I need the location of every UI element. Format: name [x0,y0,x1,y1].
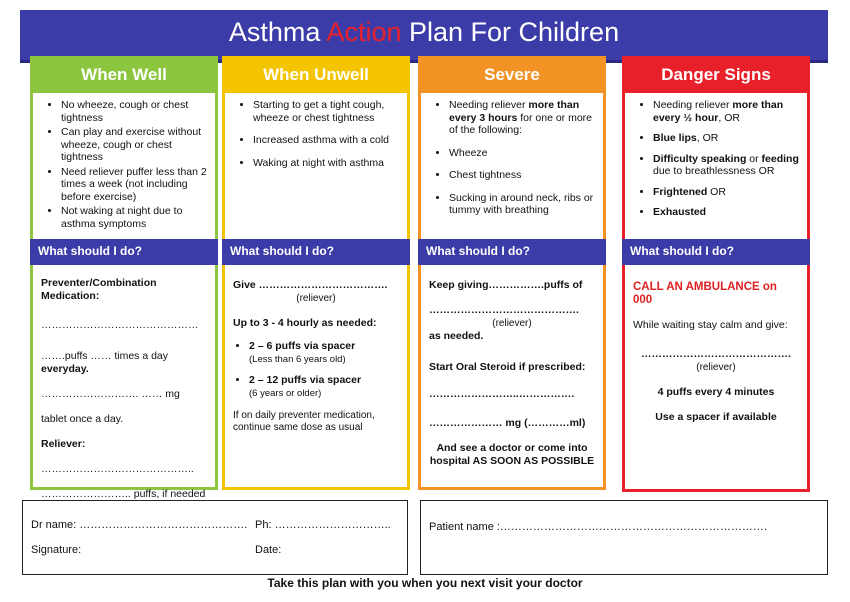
danger-actions [625,281,807,424]
reliever-label: (reliever) [492,318,532,329]
dose-list [233,340,399,400]
symptom-list [625,99,807,219]
dose-under-6-note: (Less than 6 years old) [249,354,346,365]
title-accent: Action [326,17,402,47]
symptom-item: • Sucking in around neck, ribs or tummy with breathing [449,192,599,217]
column-heading: Danger Signs [625,59,807,93]
spacer-line: Use a spacer if available [655,411,777,423]
symptom-item: • Increased asthma with a cold [253,134,403,147]
well-actions [33,277,215,501]
column-heading: When Well [33,59,215,93]
unwell-actions [225,279,407,434]
column-when-unwell [222,56,410,490]
hourly-line: Up to 3 - 4 hourly as needed: [233,317,377,329]
dose-under-6: 2 – 6 puffs via spacer [249,340,356,352]
everyday-text: everyday. [41,363,89,375]
puffs-line: …….puffs …… times a day [41,350,169,362]
dr-name-field[interactable]: Dr name: ………………………………………. [31,519,248,531]
dose-over-6: 2 – 12 puffs via spacer [249,374,362,386]
what-should-header: What should I do? [418,239,606,265]
patient-details-box [420,500,828,575]
signature-field[interactable]: Signature: [31,544,82,556]
column-heading: Severe [421,59,603,93]
see-doctor-text: And see a doctor or come into hospital AS SOON AS POSSIBLE [429,442,595,467]
med-heading: Preventer/Combination Medication: [41,277,157,302]
symptom-item: • Wheeze [449,147,599,160]
severe-actions [421,279,603,468]
blank-line: ……………………………………. [641,348,791,360]
keep-giving-line: Keep giving…………….puffs of [429,279,583,291]
title-text-pre: Asthma [228,17,327,47]
symptom-item: • Need reliever puffer less than 2 times a week (not including before exercise) [61,166,211,204]
give-line: Give ………………………………. [233,279,388,291]
preventer-note: If on daily preventer medication, continue same dose as usual [233,410,375,433]
symptom-item: • Blue lips, OR [653,132,803,145]
doctor-details-box [22,500,408,575]
symptom-item: • No wheeze, cough or chest tightness [61,99,211,124]
what-should-header: What should I do? [30,239,218,265]
tablet-line: tablet once a day. [41,413,124,425]
symptom-list [33,99,215,230]
symptom-list [421,99,603,217]
footer-note: Take this plan with you when you next visit your doctor [267,576,583,590]
symptom-item: • Exhausted [653,206,803,219]
symptom-item: • Needing reliever more than every 3 hours for one or more of the following: [449,99,599,137]
blank-line: ……………………..……………. [429,388,575,400]
symptom-item: • Starting to get a tight cough, wheeze or chest tightness [253,99,403,124]
symptom-item: • Difficulty speaking or feeding due to breathlessness OR [653,153,803,178]
blank-line: ……………………………………… [41,319,199,331]
column-danger-signs [622,56,810,492]
symptom-item: • Not waking at night due to asthma symptoms [61,205,211,230]
what-should-header: What should I do? [222,239,410,265]
symptom-list [225,99,407,169]
mg-line: ………………… mg (…………ml) [429,417,586,429]
steroid-line: Start Oral Steroid if prescribed: [429,361,586,373]
symptom-item: • Needing reliever more than every ½ hour, OR [653,99,803,124]
column-heading: When Unwell [225,59,407,93]
symptom-item: • Frightened OR [653,186,803,199]
page-title [20,10,828,60]
reliever-heading: Reliever: [41,438,86,450]
blank-line: …………………………………….. [41,463,194,475]
title-text-post: Plan For Children [401,17,620,47]
blank-line: ……………………………………. [429,304,579,316]
patient-name-field[interactable]: Patient name :………………………………………………………………. [429,521,767,533]
what-should-header: What should I do? [622,239,810,265]
column-severe [418,56,606,490]
puffs-line: 4 puffs every 4 minutes [657,386,775,398]
as-needed: as needed. [429,330,484,342]
symptom-item: • Can play and exercise without wheeze, cough or chest tightness [61,126,211,164]
puffs-needed-line: …………………….. puffs, if needed [41,488,206,500]
reliever-label: (reliever) [696,362,736,373]
reliever-label: (reliever) [296,293,336,304]
wait-line: While waiting stay calm and give: [633,319,788,331]
symptom-item: • Waking at night with asthma [253,157,403,170]
date-field[interactable]: Date: [255,544,282,556]
mg-line: ………………………. …… mg [41,388,180,400]
dose-over-6-note: (6 years or older) [249,388,322,399]
symptom-item: • Chest tightness [449,169,599,182]
column-when-well [30,56,218,500]
phone-field[interactable]: Ph: ………………………….. [255,519,391,531]
call-ambulance: CALL AN AMBULANCE on 000 [633,281,777,306]
